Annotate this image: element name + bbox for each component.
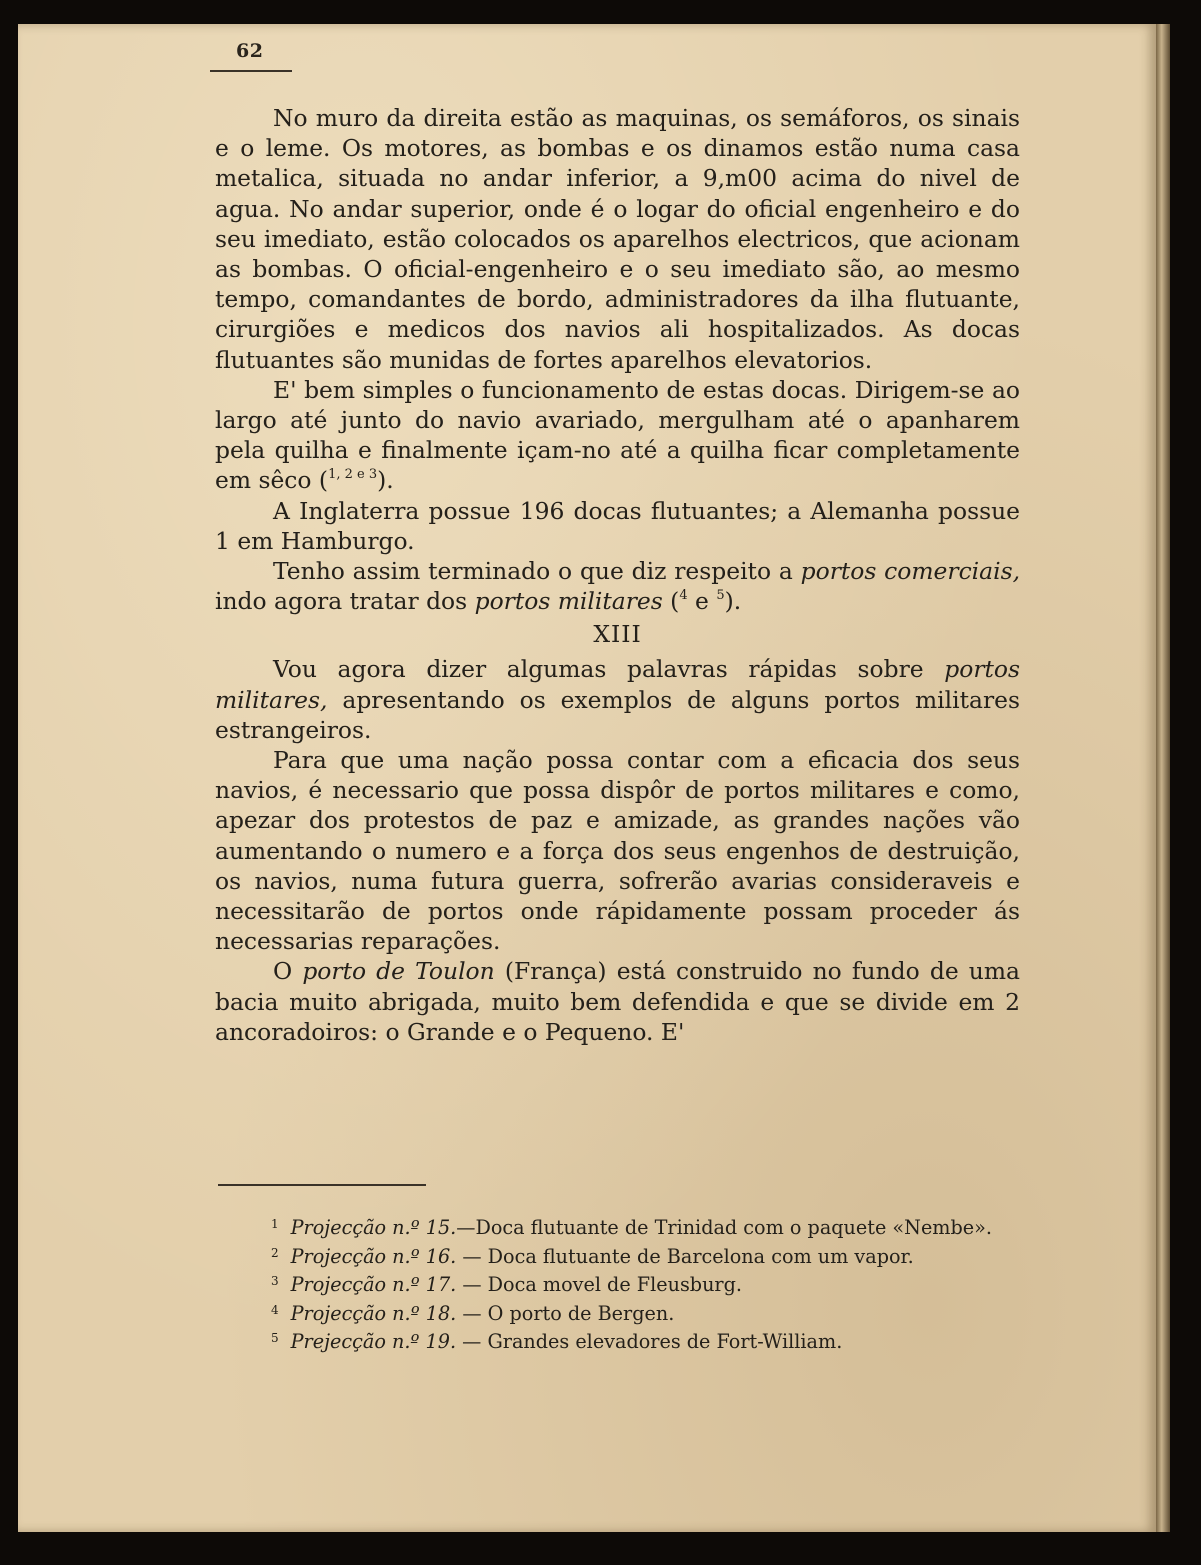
footnote-text: — Doca movel de Fleusburg.	[456, 1273, 742, 1296]
page-edge	[1156, 24, 1170, 1532]
footnotes	[215, 1212, 1021, 1355]
footnote	[215, 1212, 1021, 1241]
footnote	[215, 1326, 1021, 1355]
footnote-mark: 2	[271, 1245, 279, 1260]
footnote-mark: 1	[271, 1217, 279, 1231]
footnote-text: — Doca flutuante de Barcelona com um vapor.	[456, 1244, 914, 1268]
footnote-text: —Doca flutuante de Trinidad com o paquete «Nembe».	[456, 1216, 992, 1239]
page-number: 62	[236, 40, 264, 62]
footnote-rule	[218, 1184, 426, 1186]
footnote-mark: 3	[271, 1274, 279, 1288]
paragraph-7	[215, 956, 1020, 1047]
footnote-text: — Grandes elevadores de Fort-William.	[456, 1330, 843, 1353]
paragraph-7-start: O	[273, 957, 293, 986]
paragraph-4-end: ).	[724, 587, 742, 616]
footnote	[215, 1298, 1021, 1327]
paragraph-2-text: E' bem simples o funcionamento de estas docas. Dirigem-se ao largo até junto do navio avariado, mergulham até o apanharem pela quilha e finalmente içam-no até a quilha ficar completamente em sêco	[215, 375, 1020, 495]
footnote-ref-4: 4	[679, 588, 688, 604]
paragraph-6: Para que uma nação possa contar com a eficacia dos seus navios, é necessario que possa dispôr de portos militares e como, apezar dos protestos de paz e amizade, as grandes nações vão aumentando o numero e a força dos seus engenhos de destruição, os navios, numa futura guerra, sofrerão avarias consideraveis e necessitarão de portos onde rápidamente possam proceder ás necessarias reparações.	[215, 746, 1020, 956]
page-number-rule	[210, 70, 292, 72]
paragraph-5-start: Vou agora dizer algumas palavras rápidas sobre	[273, 655, 924, 684]
footnote-label: Projecção n.º 15.	[290, 1216, 457, 1239]
paragraph-5-end: apresentando os exemplos de alguns portos militares estrangeiros.	[215, 685, 1020, 744]
paragraph-4-mid: indo agora tratar dos	[215, 587, 468, 616]
paragraph-1: No muro da direita estão as maquinas, os semáforos, os sinais e o leme. Os motores, as bombas e os dinamos estão numa casa metalica, situada no andar inferior, a 9,m00 acima do nivel de agua. No andar superior, onde é o logar do oficial engenheiro e do seu imediato, estão colocados os aparelhos electricos, que acionam as bombas. O oficial-engenheiro e o seu imediato são, ao mesmo tempo, comandantes de bordo, administradores da ilha flutuante, cirurgiões e medicos dos navios ali hospitalizados. As docas flutuantes são munidas de fortes aparelhos elevatorios.	[215, 104, 1020, 374]
footnote-ref-5: 5	[716, 588, 725, 604]
footnote	[215, 1269, 1021, 1298]
body-text	[215, 103, 1020, 1047]
footnote-label: Projecção n.º 16.	[290, 1244, 457, 1268]
footnote-ref-join: e	[695, 587, 709, 616]
paragraph-7-end: (França) está construido no fundo de uma bacia muito abrigada, muito bem defendida e que se divide em 2 ancoradoiros: o Grande e o Pequeno. E'	[215, 957, 1021, 1046]
footnote-mark: 5	[271, 1331, 279, 1345]
italic-portos-comerciais: portos comerciais,	[800, 557, 1021, 586]
footnote-label: Projecção n.º 17.	[290, 1273, 457, 1296]
italic-portos-militares-2: portos militares,	[215, 655, 1020, 714]
paragraph-2-end: ).	[377, 466, 394, 495]
paragraph-4: Tenho assim terminado o que diz respeito a portos comerciais, indo agora tratar dos portos militares ($^4$ e $^5$).	[215, 557, 1021, 616]
paragraph-2: E' bem simples o funcionamento de estas docas. Dirigem-se ao largo até junto do navio avariado, mergulham até o apanharem pela quilha e finalmente içam-no até a quilha ficar completamente em sêco ($^{1, 2 e 3}$).	[215, 375, 1020, 495]
footnote-text: — O porto de Bergen.	[456, 1301, 675, 1325]
paragraph-5	[215, 654, 1020, 745]
footnote-label: Projecção n.º 18.	[290, 1301, 457, 1325]
footnote-mark: 4	[271, 1302, 279, 1317]
section-title: XIII	[593, 620, 642, 649]
footnote-ref-1-3: 1, 2 e 3	[328, 467, 378, 483]
paragraph-3: A Inglaterra possue 196 docas flutuantes; a Alemanha possue 1 em Hamburgo.	[215, 496, 1020, 555]
footnote-label: Prejecção n.º 19.	[290, 1330, 457, 1353]
italic-porto-de-toulon: porto de Toulon	[302, 957, 495, 986]
italic-portos-militares: portos militares	[474, 587, 663, 616]
footnote	[215, 1241, 1021, 1270]
paragraph-4-text: Tenho assim terminado o que diz respeito a	[273, 557, 793, 586]
